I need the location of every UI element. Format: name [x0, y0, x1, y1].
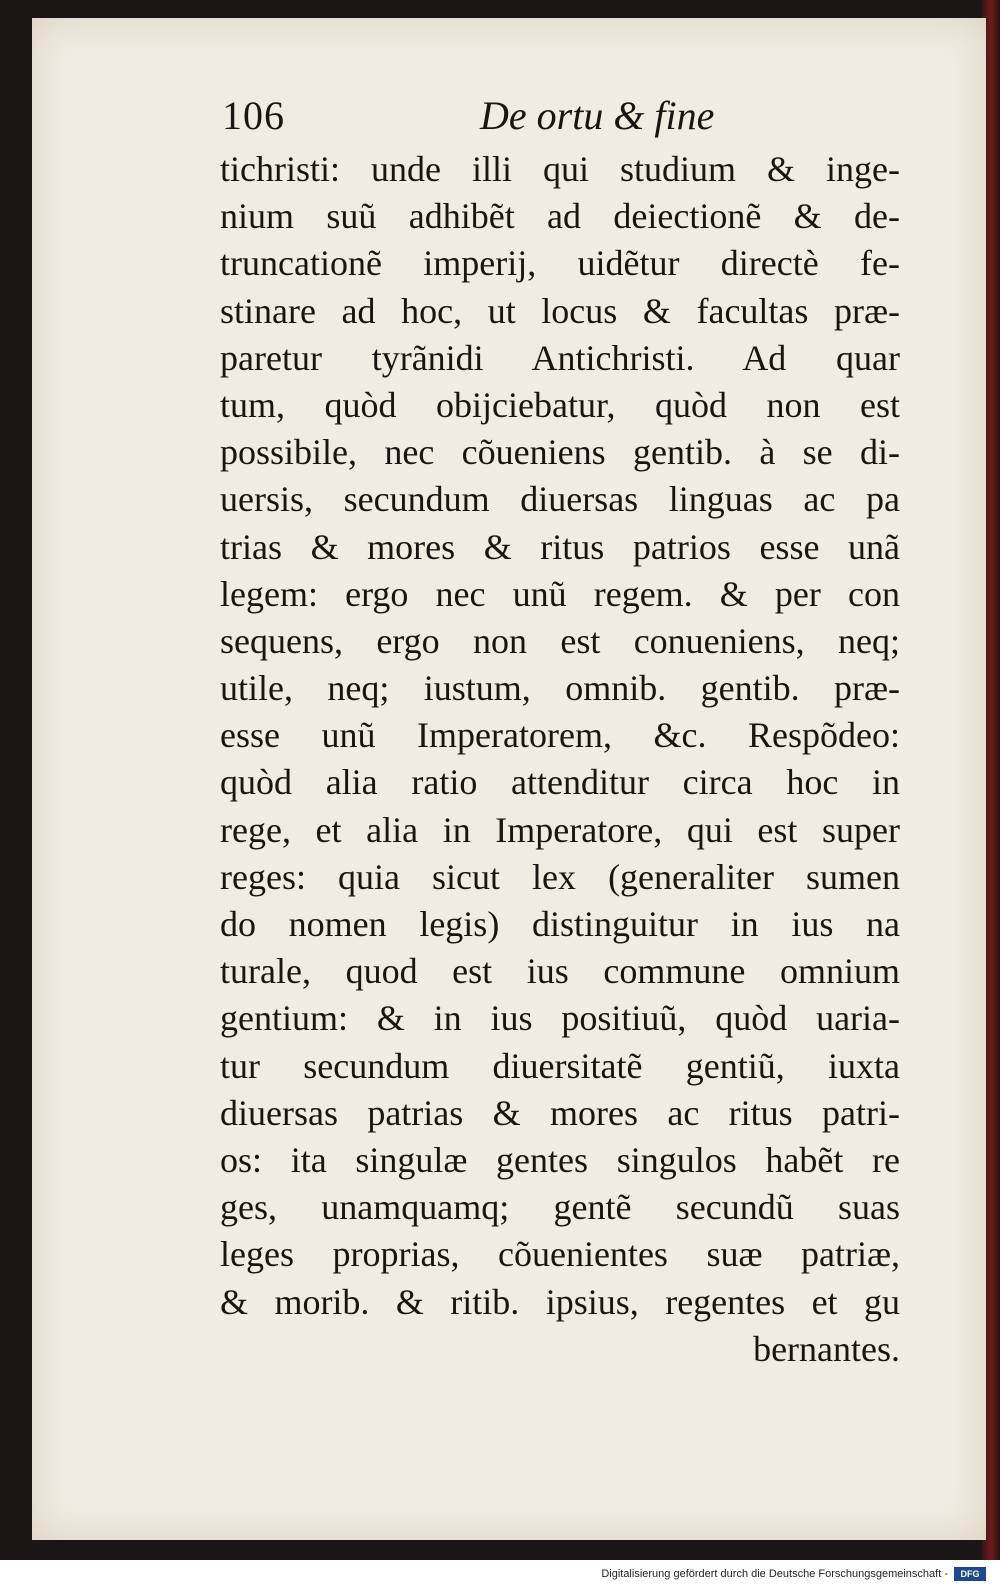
running-title: De ortu & fine [480, 93, 715, 138]
text-line: utile, neq; iustum, omnib. gentib. præ- [220, 668, 900, 709]
footer-bar [0, 1560, 1000, 1592]
body-text [220, 146, 900, 1373]
text-line: possibile, nec cõueniens gentib. à se di- [220, 432, 900, 473]
page-header [222, 92, 762, 142]
dfg-logo: DFG [954, 1567, 986, 1581]
funding-note: Digitalisierung gefördert durch die Deutsche Forschungsgemeinschaft - [601, 1568, 948, 1580]
text-line: nium suũ adhibẽt ad deiectionẽ & de- [220, 196, 900, 237]
text-line: sequens, ergo non est conueniens, neq; [220, 620, 900, 661]
text-line: quòd alia ratio attenditur circa hoc in [220, 762, 900, 803]
text-line: diuersas patrias & mores ac ritus patri- [220, 1092, 900, 1133]
text-line: truncationẽ imperij, uidẽtur directè fe- [220, 243, 900, 284]
text-line: gentium: & in ius positiuũ, quòd uaria- [220, 998, 900, 1039]
text-line: esse unũ Imperatorem, &c. Respõdeo: [220, 715, 900, 756]
text-line: legem: ergo nec unũ regem. & per con [220, 573, 900, 614]
text-line: do nomen legis) distinguitur in ius na [220, 904, 900, 944]
text-line: turale, quod est ius commune omnium [220, 951, 900, 992]
page-number: 106 [222, 93, 285, 138]
catchword: bernantes. [753, 1328, 900, 1369]
text-line: leges proprias, cõuenientes suæ patriæ, [220, 1234, 900, 1275]
text-line: reges: quia sicut lex (generaliter sumen [220, 856, 900, 897]
text-line: stinare ad hoc, ut locus & facultas præ- [220, 290, 900, 331]
text-line: tichristi: unde illi qui studium & inge- [220, 149, 900, 189]
text-line: tur secundum diuersitatẽ gentiũ, iuxta [220, 1045, 900, 1086]
text-line: & morib. & ritib. ipsius, regentes et gu [220, 1281, 900, 1322]
text-line: tum, quòd obijciebatur, quòd non est [220, 384, 900, 425]
text-line: trias & mores & ritus patrios esse unã [220, 526, 900, 567]
text-line: os: ita singulæ gentes singulos habẽt re [220, 1139, 900, 1180]
text-line: ges, unamquamq; gentẽ secundũ suas [220, 1187, 900, 1228]
text-line: rege, et alia in Imperatore, qui est super [220, 809, 900, 850]
text-line: uersis, secundum diuersas linguas ac pa [220, 479, 900, 520]
text-line: paretur tyrãnidi Antichristi. Ad quar [220, 337, 900, 378]
